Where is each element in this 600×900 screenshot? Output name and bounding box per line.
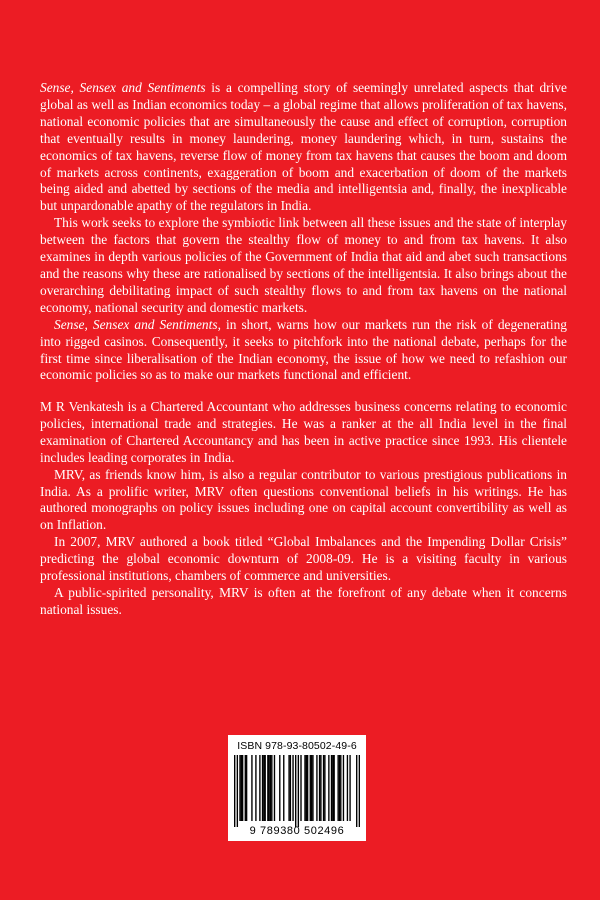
barcode-bar	[332, 755, 333, 821]
barcode-bar	[237, 755, 238, 827]
barcode-bar	[246, 755, 247, 821]
barcode-bar	[255, 755, 256, 821]
barcode-bar	[306, 755, 307, 821]
barcode-bar	[274, 755, 275, 821]
blurb-paragraph-3	[40, 317, 567, 385]
barcode-bar	[300, 755, 301, 821]
barcode-digits: 9 789380 502496	[249, 825, 345, 837]
author-bio-paragraph-4: A public-spirited personality, MRV is often at the forefront of any debate when it concerns national issues.	[40, 584, 567, 617]
book-blurb	[40, 80, 567, 384]
barcode-bar	[263, 755, 264, 821]
barcode-bar	[251, 755, 252, 821]
barcode-bar	[290, 755, 291, 821]
barcode-bar	[279, 755, 280, 821]
barcode-bar	[295, 755, 296, 827]
barcode-bar	[267, 755, 268, 821]
author-bio	[40, 399, 567, 619]
barcode-bar	[259, 755, 260, 821]
blurb-paragraph-3-text: , in short, warns how our markets run the risk of degenerating into rigged casinos. Consequently, it seeks to pitchfork into the national debate, perhaps for the first time since liberalisation of the Indian economy, the issue of how we need to refashion our economic policies so as to make our markets functional and efficient.	[40, 316, 567, 383]
barcode-bar	[311, 755, 312, 821]
barcode-bar	[298, 755, 299, 827]
barcode-bar	[270, 755, 271, 821]
barcode-bar	[333, 755, 334, 821]
author-bio-paragraph-2: MRV, as friends know him, is also a regular contributor to various prestigious publications in India. As a prolific writer, MRV often questions conventional beliefs in his writings. He has authored monographs on policy issues including one on capital account convertibility as well as on Inflation.	[40, 466, 567, 533]
barcode-bar	[320, 755, 321, 821]
book-title-italic: Sense, Sensex and Sentiments	[54, 316, 218, 332]
barcode-icon	[234, 755, 360, 827]
barcode-bar	[292, 755, 293, 821]
barcode-bar	[356, 755, 357, 827]
barcode-bar	[339, 755, 340, 821]
barcode-bar	[312, 755, 313, 821]
barcode-bar	[242, 755, 243, 821]
barcode-bar	[234, 755, 235, 827]
barcode-bar	[307, 755, 308, 821]
blurb-paragraph-1	[40, 80, 567, 215]
barcode-bar	[343, 755, 344, 821]
barcode-bar	[265, 755, 266, 821]
barcode-bar	[310, 755, 311, 821]
isbn-barcode	[228, 735, 366, 841]
barcode-bar	[337, 755, 338, 821]
blurb-paragraph-2: This work seeks to explore the symbiotic link between all these issues and the state of interplay between the factors that govern the stealthy flow of money to and from tax havens. It also examines in depth various policies of the Government of India that aid and abet such transactions and the reasons why these are rationalised by sections of the intelligentsia. It also brings about the overarching debilitating impact of such stealthy flows to and from tax havens on the national economy, national security and domestic markets.	[40, 215, 567, 315]
barcode-bar	[304, 755, 305, 821]
barcode-bar	[319, 755, 320, 821]
barcode-bar	[271, 755, 272, 821]
barcode-bar	[268, 755, 269, 821]
barcode-bar	[340, 755, 341, 821]
barcode-bar	[347, 755, 348, 821]
barcode-bar	[328, 755, 329, 821]
barcode-bar	[241, 755, 242, 821]
author-bio-paragraph-3: In 2007, MRV authored a book titled “Global Imbalances and the Impending Dollar Crisis” predicting the global economic downturn of 2008-09. He is a visiting faculty in various professional institutions, chambers of commerce and universities.	[40, 534, 567, 584]
barcode-bar	[245, 755, 246, 821]
barcode-bar	[288, 755, 289, 821]
barcode-bar	[316, 755, 317, 821]
barcode-bar	[323, 755, 324, 821]
barcode-bar	[349, 755, 350, 821]
barcode-bar	[262, 755, 263, 821]
isbn-label: ISBN 978-93-80502-49-6	[237, 740, 357, 752]
barcode-bar	[283, 755, 284, 821]
barcode-bar	[359, 755, 360, 827]
blurb-paragraph-1-text: is a compelling story of seemingly unrelated aspects that drive global as well as Indian economics today – a global regime that allows proliferation of tax havens, national economic policies that are simultaneously the cause and effect of corruption, corruption that eventually results in money laundering, money laundering which, in turn, sustains the economics of tax havens, reverse flow of money from tax havens that causes the boom and doom of markets across continents, exaggeration of boom and exacerbation of doom of the markets being aided and abetted by sections of the media and intelligentsia and, finally, the inexplicable but unpardonable apathy of the regulators in India.	[40, 80, 567, 214]
author-bio-paragraph-1: M R Venkatesh is a Chartered Accountant who addresses business concerns relating to economic policies, international trade and strategies. He was a ranker at the all India level in the final examination of Chartered Accountancy and has been in active practice since 1993. His clientele includes leading corporates in India.	[40, 399, 567, 465]
barcode-bar	[239, 755, 240, 821]
book-title-italic: Sense, Sensex and Sentiments	[40, 80, 206, 95]
barcode-bar	[324, 755, 325, 821]
barcode-bar	[331, 755, 332, 821]
